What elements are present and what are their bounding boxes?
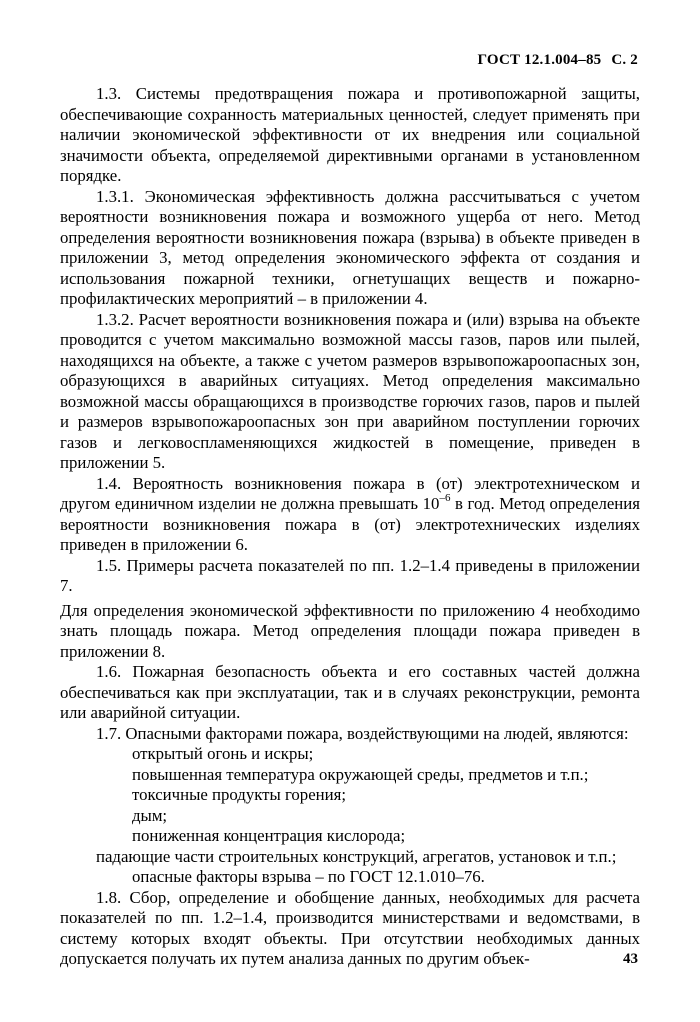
- paragraph-1-7: 1.7. Опасными факторами пожара, воздействующими на людей, являются:: [96, 723, 629, 743]
- standard-code: ГОСТ 12.1.004–85: [477, 52, 602, 68]
- paragraph-1-8: 1.8. Сбор, определение и обобщение данных, необходимых для расчета показателей по пп. 1.2–1.4, производится министерствами и ведомствами, в систему которых входят объекты. При отсутствии необходимых данных допускается получать их путем анализа данных по другим объек-: [60, 887, 640, 968]
- list-item: открытый огонь и искры;: [132, 744, 314, 763]
- paragraph-1-4-text-b: в год. Метод определения вероятности возникновения пожара в (от) электротехнических изделиях приведен в приложении 6.: [60, 494, 640, 554]
- paragraph-1-4-text-a: 1.4. Вероятность возникновения пожара в (от) электротехническом и другом единичном изделии не должна превышать 10: [60, 473, 640, 513]
- paragraph-1-3: 1.3. Системы предотвращения пожара и противопожарной защиты, обеспечивающие сохранность материальных ценностей, следует применять при наличии экономической эффективности от их внедрения или социальной значимости объекта, определяемой директивными органами в установленном порядке.: [60, 84, 640, 185]
- list-item: дым;: [132, 805, 168, 825]
- page-number: 43: [623, 951, 638, 967]
- paragraph-1-6: 1.6. Пожарная безопасность объекта и его составных частей должна обеспечиваться как при эксплуатации, так и в случаях реконструкции, ремонта или аварийной ситуации.: [60, 662, 640, 722]
- paragraph-1-3-1: 1.3.1. Экономическая эффективность должна рассчитываться с учетом вероятности возникновения пожара и возможного ущерба от него. Метод определения вероятности возникновения пожара (взрыва) в объекте приведен в приложении 3, метод определения экономического эффекта от создания и использования пожарной техники, огнетушащих веществ и пожарно-профилактических мероприятий – в приложении 4.: [60, 186, 640, 308]
- paragraph-1-3-2: 1.3.2. Расчет вероятности возникновения пожара и (или) взрыва на объекте проводится с учетом максимально возможной массы газов, паров или пылей, находящихся на объекте, а также с учетом размеров взрывопожароопасных зон, образующихся в аварийных ситуациях. Метод определения максимально возможной массы обращающихся в производстве горючих газов, паров и пылей и размеров взрывопожароопасных зон при аварийном поступлении горючих газов и легковоспламеняющихся жидкостей в помещение, приведен в приложении 5.: [60, 309, 640, 472]
- exponent: –6: [439, 492, 451, 504]
- paragraph-1-5-note: Для определения экономической эффективности по приложению 4 необходимо знать площадь пожара. Метод определения площади пожара приведен в приложении 8.: [60, 600, 640, 661]
- list-item: пониженная концентрация кислорода;: [132, 826, 406, 845]
- paragraph-1-4: [60, 474, 640, 556]
- header-page-label: С. 2: [611, 52, 638, 68]
- list-item: падающие части строительных конструкций, агрегатов, установок и т.п.;: [96, 846, 617, 866]
- paragraph-1-5: 1.5. Примеры расчета показателей по пп. 1.2–1.4 приведены в приложении 7.: [60, 555, 640, 595]
- list-item: токсичные продукты горения;: [132, 785, 346, 804]
- body-text: [60, 84, 640, 970]
- page-header: [478, 52, 638, 69]
- list-item: опасные факторы взрыва – по ГОСТ 12.1.010–76.: [132, 867, 485, 886]
- list-item: повышенная температура окружающей среды, предметов и т.п.;: [132, 764, 589, 784]
